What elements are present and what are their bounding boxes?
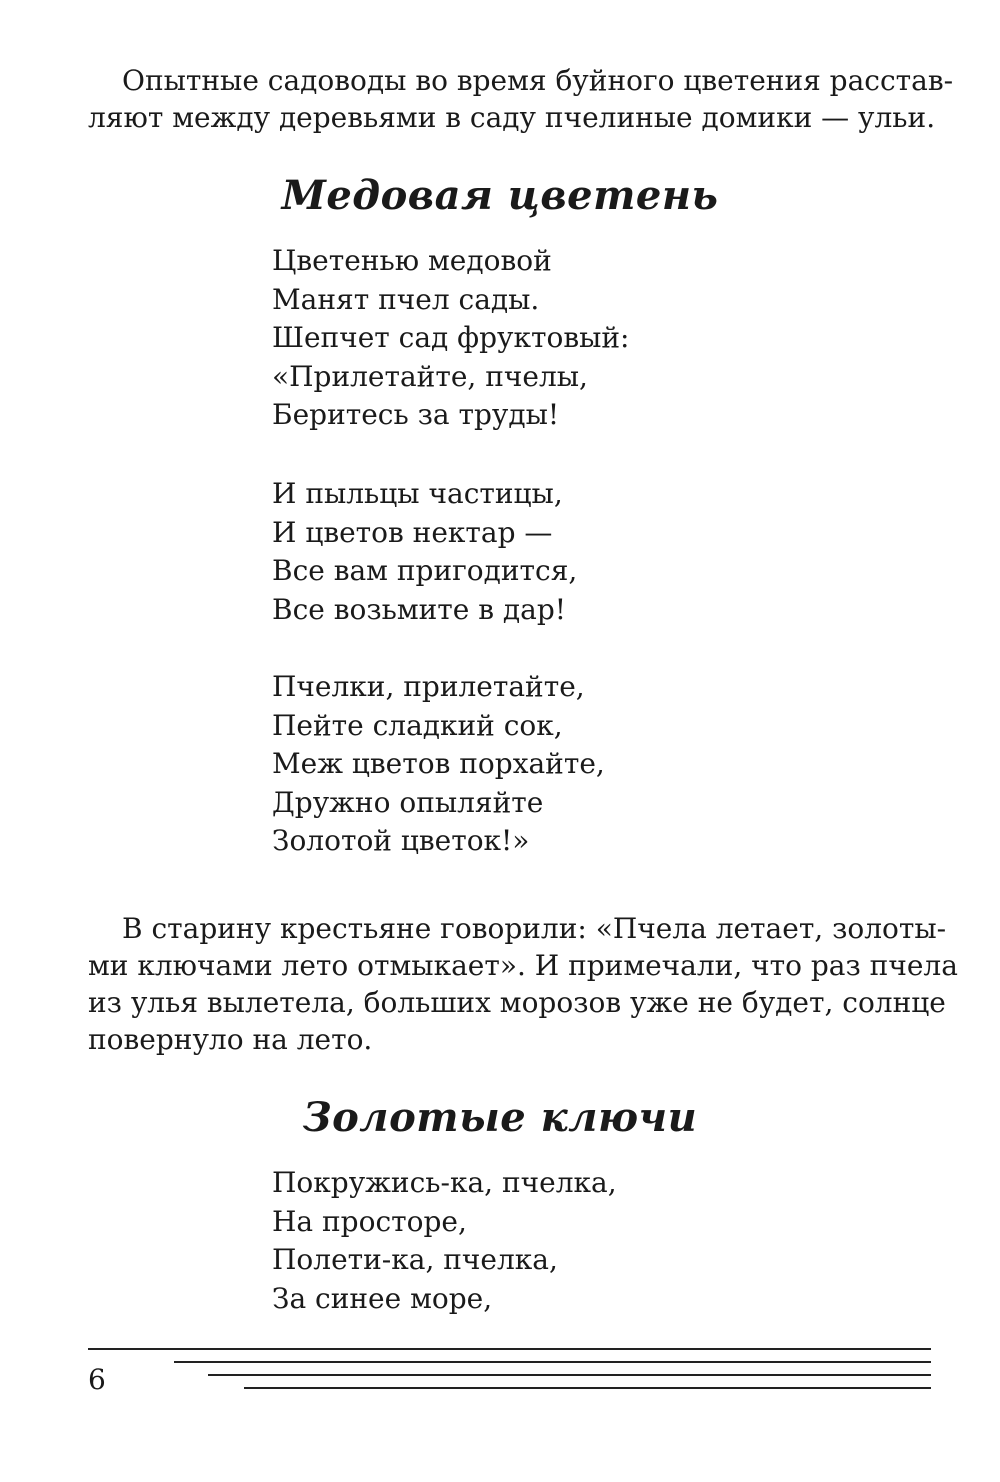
stanza	[272, 668, 605, 861]
paragraph-line: Опытные садоводы во время буйного цветения расстав-	[122, 64, 954, 97]
footer-rule	[88, 1348, 931, 1350]
paragraph-line: повернуло на лето.	[88, 1023, 373, 1056]
paragraph-line: В старину крестьяне говорили: «Пчела летает, золоты-	[122, 912, 947, 945]
footer-rule	[208, 1374, 931, 1376]
verse-line: Покружись-ка, пчелка,	[272, 1166, 617, 1199]
verse-line: За синее море,	[272, 1281, 493, 1315]
verse-line: Пчелки, прилетайте,	[272, 670, 585, 703]
poem-medovaya-tsveten	[272, 242, 629, 435]
verse-line: Дружно опыляйте	[272, 785, 544, 819]
footer-rule	[244, 1387, 931, 1389]
verse-line: Манят пчел сады.	[272, 282, 540, 316]
paragraph-line: ляют между деревьями в саду пчелиные домики — ульи.	[88, 101, 936, 134]
verse-line: Все вам пригодится,	[272, 554, 578, 587]
poem-title: Медовая цветень	[281, 172, 719, 219]
paragraph-line: из улья вылетела, больших морозов уже не будет, солнце	[88, 986, 946, 1019]
stanza	[272, 242, 629, 435]
verse-line: Золотой цветок!»	[272, 824, 530, 857]
verse-line: На просторе,	[272, 1204, 467, 1238]
intro-paragraph	[88, 62, 954, 136]
verse-line: И цветов нектар —	[272, 515, 553, 549]
stanza	[272, 475, 577, 629]
verse-line: «Прилетайте, пчелы,	[272, 359, 588, 393]
poem-medovaya-tsveten-stanza-2	[272, 475, 577, 629]
poem-medovaya-tsveten-stanza-3	[272, 668, 605, 861]
poem-title: Золотые ключи	[302, 1094, 698, 1141]
stanza	[272, 1164, 617, 1318]
verse-line: Беритесь за труды!	[272, 398, 560, 431]
poem-zolotye-klyuchi	[272, 1164, 617, 1318]
page-number: 6	[88, 1363, 106, 1396]
verse-line: Шепчет сад фруктовый:	[272, 321, 630, 354]
paragraph-line: ми ключами лето отмыкает». И примечали, что раз пчела	[88, 949, 958, 982]
footer-rule	[174, 1361, 931, 1363]
verse-line: И пыльцы частицы,	[272, 477, 563, 510]
verse-line: Меж цветов порхайте,	[272, 747, 605, 780]
verse-line: Цветенью медовой	[272, 244, 552, 277]
verse-line: Пейте сладкий сок,	[272, 708, 563, 742]
verse-line: Полети-ка, пчелка,	[272, 1243, 558, 1276]
middle-paragraph	[88, 910, 958, 1058]
verse-line: Все возьмите в дар!	[272, 592, 567, 626]
